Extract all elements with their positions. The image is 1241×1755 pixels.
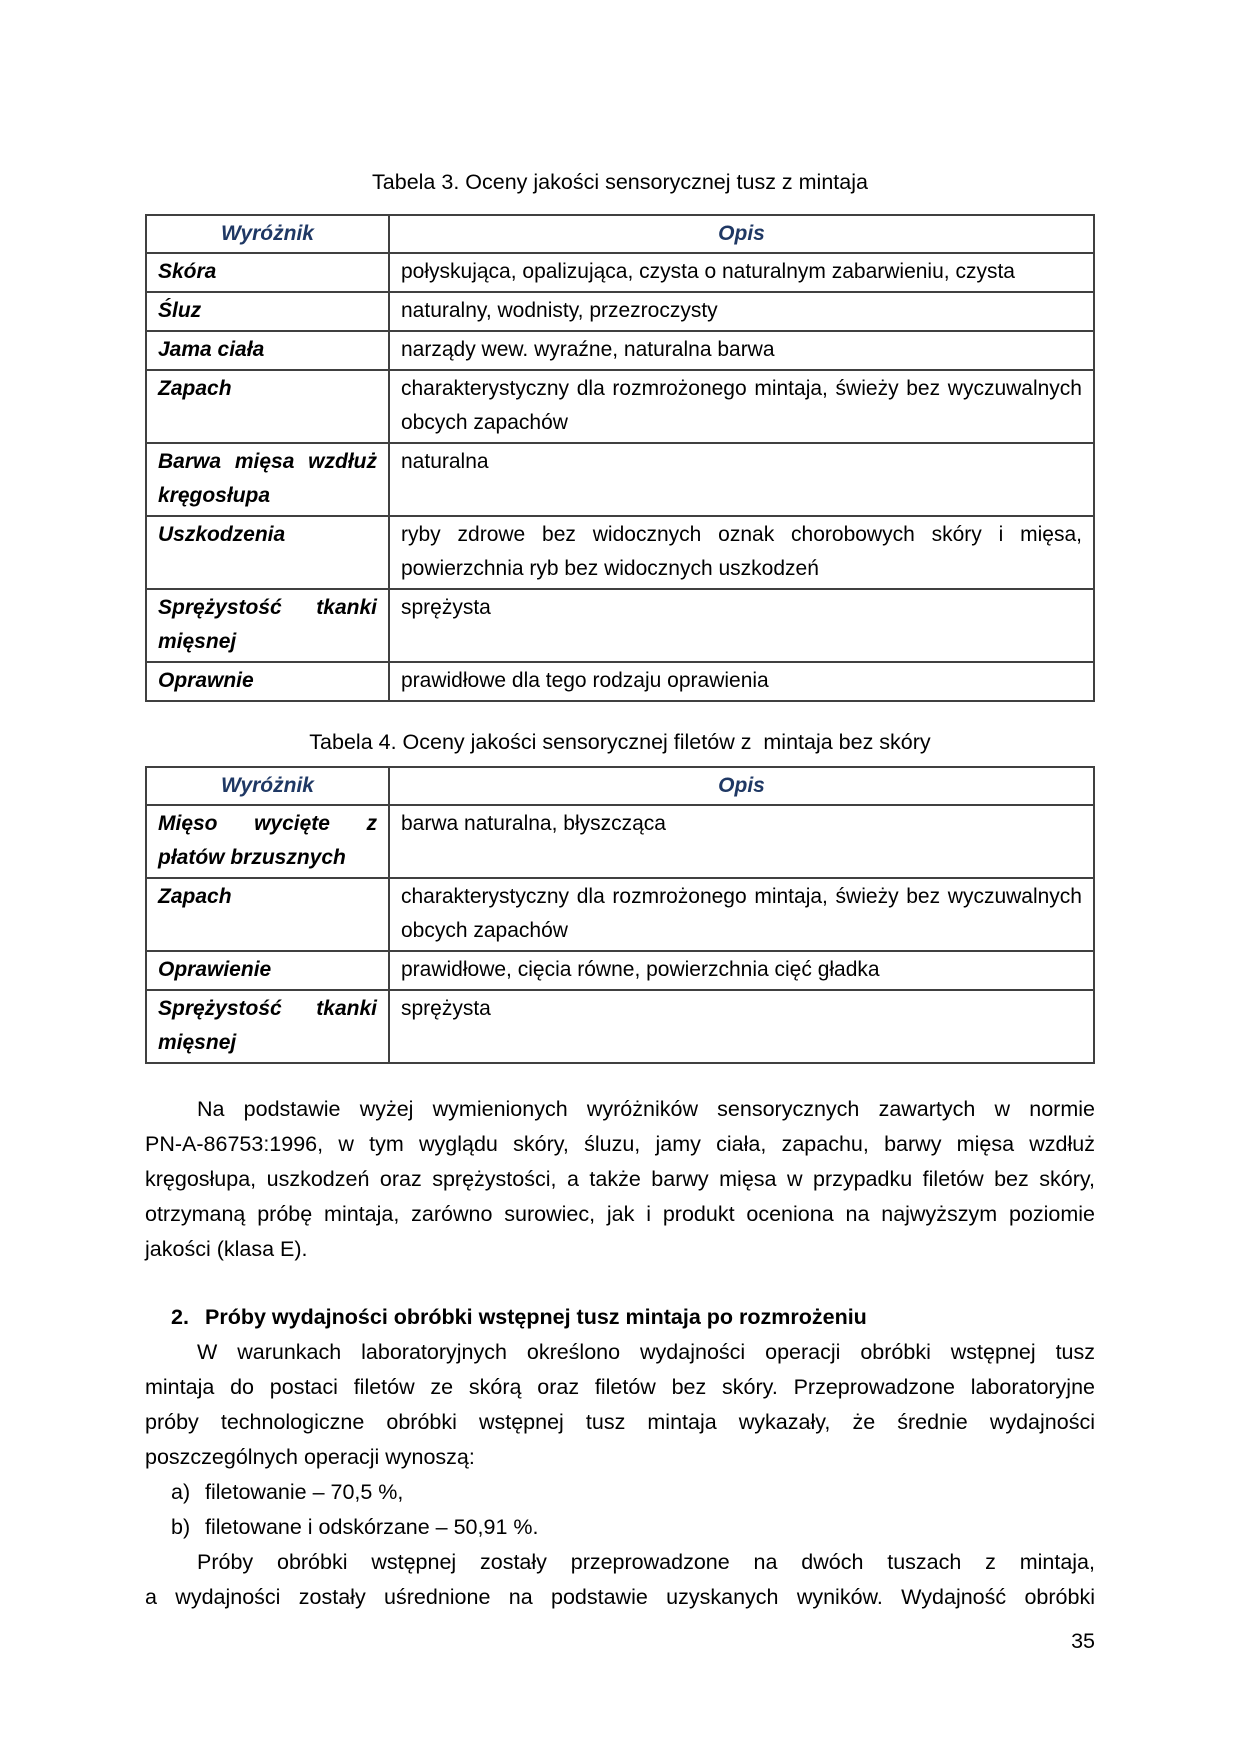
table-row xyxy=(146,589,1094,662)
paragraph-line: W warunkach laboratoryjnych określono wydajności operacji obróbki wstępnej tusz xyxy=(197,1340,1095,1364)
table4 xyxy=(145,766,1095,1064)
column-header-wyroznik: Wyróżnik xyxy=(146,767,389,805)
row-label: Uszkodzenia xyxy=(146,516,389,589)
row-label: Barwa mięsa wzdłuż kręgosłupa xyxy=(146,443,389,516)
paragraph-line: poszczególnych operacji wynoszą: xyxy=(145,1445,475,1469)
row-value: prawidłowe dla tego rodzaju oprawienia xyxy=(389,662,1094,701)
column-header-opis: Opis xyxy=(389,215,1094,253)
paragraph-line: otrzymaną próbę mintaja, zarówno surowiec, jak i produkt oceniona na najwyższym poziomie xyxy=(145,1202,1095,1226)
table4-caption: Tabela 4. Oceny jakości sensorycznej filetów z mintaja bez skóry xyxy=(309,730,931,754)
paragraph-line: PN-A-86753:1996, w tym wyglądu skóry, śluzu, jamy ciała, zapachu, barwy mięsa wzdłuż xyxy=(145,1132,1095,1156)
list-item-a xyxy=(145,1475,1095,1510)
list-text: filetowanie – 70,5 %, xyxy=(205,1480,404,1504)
row-value: naturalna xyxy=(389,443,1094,516)
row-value: charakterystyczny dla rozmrożonego mintaja, świeży bez wyczuwalnych obcych zapachów xyxy=(389,370,1094,443)
table-row xyxy=(146,253,1094,292)
section-number: 2. xyxy=(171,1305,189,1329)
table-row xyxy=(146,662,1094,701)
paragraph-3 xyxy=(145,1545,1095,1615)
row-label: Śluz xyxy=(146,292,389,331)
row-value: połyskująca, opalizująca, czysta o naturalnym zabarwieniu, czysta xyxy=(389,253,1094,292)
row-label: Skóra xyxy=(146,253,389,292)
paragraph-line: próby technologiczne obróbki wstępnej tusz mintaja wykazały, że średnie wydajności xyxy=(145,1410,1095,1434)
row-label: Jama ciała xyxy=(146,331,389,370)
table3-caption: Tabela 3. Oceny jakości sensorycznej tusz z mintaja xyxy=(372,170,868,194)
row-value: narządy wew. wyraźne, naturalna barwa xyxy=(389,331,1094,370)
paragraph-line: Na podstawie wyżej wymienionych wyróżników sensorycznych zawartych w normie xyxy=(197,1097,1095,1121)
table-row xyxy=(146,516,1094,589)
section-title: Próby wydajności obróbki wstępnej tusz mintaja po rozmrożeniu xyxy=(205,1305,867,1329)
page-number: 35 xyxy=(1071,1629,1095,1653)
table4-header-row xyxy=(146,767,1094,805)
table-row xyxy=(146,292,1094,331)
row-value: barwa naturalna, błyszcząca xyxy=(389,805,1094,878)
paragraph-1 xyxy=(145,1092,1095,1267)
page-content xyxy=(145,0,1095,1615)
row-label: Zapach xyxy=(146,878,389,951)
paragraph-line: a wydajności zostały uśrednione na podstawie uzyskanych wyników. Wydajność obróbki xyxy=(145,1585,1095,1609)
list-marker: a) xyxy=(171,1480,191,1504)
row-label: Mięso wycięte z płatów brzusznych xyxy=(146,805,389,878)
table-row xyxy=(146,443,1094,516)
row-label: Oprawienie xyxy=(146,951,389,990)
row-label: Sprężystość tkanki mięsnej xyxy=(146,589,389,662)
paragraph-line: jakości (klasa E). xyxy=(145,1237,308,1261)
section-heading xyxy=(145,1300,1095,1335)
column-header-opis: Opis xyxy=(389,767,1094,805)
row-value: sprężysta xyxy=(389,589,1094,662)
table-row xyxy=(146,990,1094,1063)
row-value: ryby zdrowe bez widocznych oznak chorobowych skóry i mięsa, powierzchnia ryb bez widocznych uszkodzeń xyxy=(389,516,1094,589)
row-label: Sprężystość tkanki mięsnej xyxy=(146,990,389,1063)
paragraph-line: kręgosłupa, uszkodzeń oraz sprężystości, a także barwy mięsa w przypadku filetów bez skóry, xyxy=(145,1167,1095,1191)
table-row xyxy=(146,878,1094,951)
row-value: charakterystyczny dla rozmrożonego mintaja, świeży bez wyczuwalnych obcych zapachów xyxy=(389,878,1094,951)
column-header-wyroznik: Wyróżnik xyxy=(146,215,389,253)
row-value: naturalny, wodnisty, przezroczysty xyxy=(389,292,1094,331)
paragraph-2 xyxy=(145,1335,1095,1475)
table-row xyxy=(146,331,1094,370)
table-row xyxy=(146,370,1094,443)
paragraph-line: Próby obróbki wstępnej zostały przeprowadzone na dwóch tuszach z mintaja, xyxy=(197,1550,1095,1574)
list-text: filetowane i odskórzane – 50,91 %. xyxy=(205,1515,539,1539)
table-row xyxy=(146,951,1094,990)
row-value: prawidłowe, cięcia równe, powierzchnia cięć gładka xyxy=(389,951,1094,990)
row-label: Zapach xyxy=(146,370,389,443)
row-label: Oprawnie xyxy=(146,662,389,701)
table-row xyxy=(146,805,1094,878)
table3-header-row xyxy=(146,215,1094,253)
paragraph-line: mintaja do postaci filetów ze skórą oraz filetów bez skóry. Przeprowadzone laboratoryjne xyxy=(145,1375,1095,1399)
table3 xyxy=(145,214,1095,702)
row-value: sprężysta xyxy=(389,990,1094,1063)
list-item-b xyxy=(145,1510,1095,1545)
list-marker: b) xyxy=(171,1515,191,1539)
